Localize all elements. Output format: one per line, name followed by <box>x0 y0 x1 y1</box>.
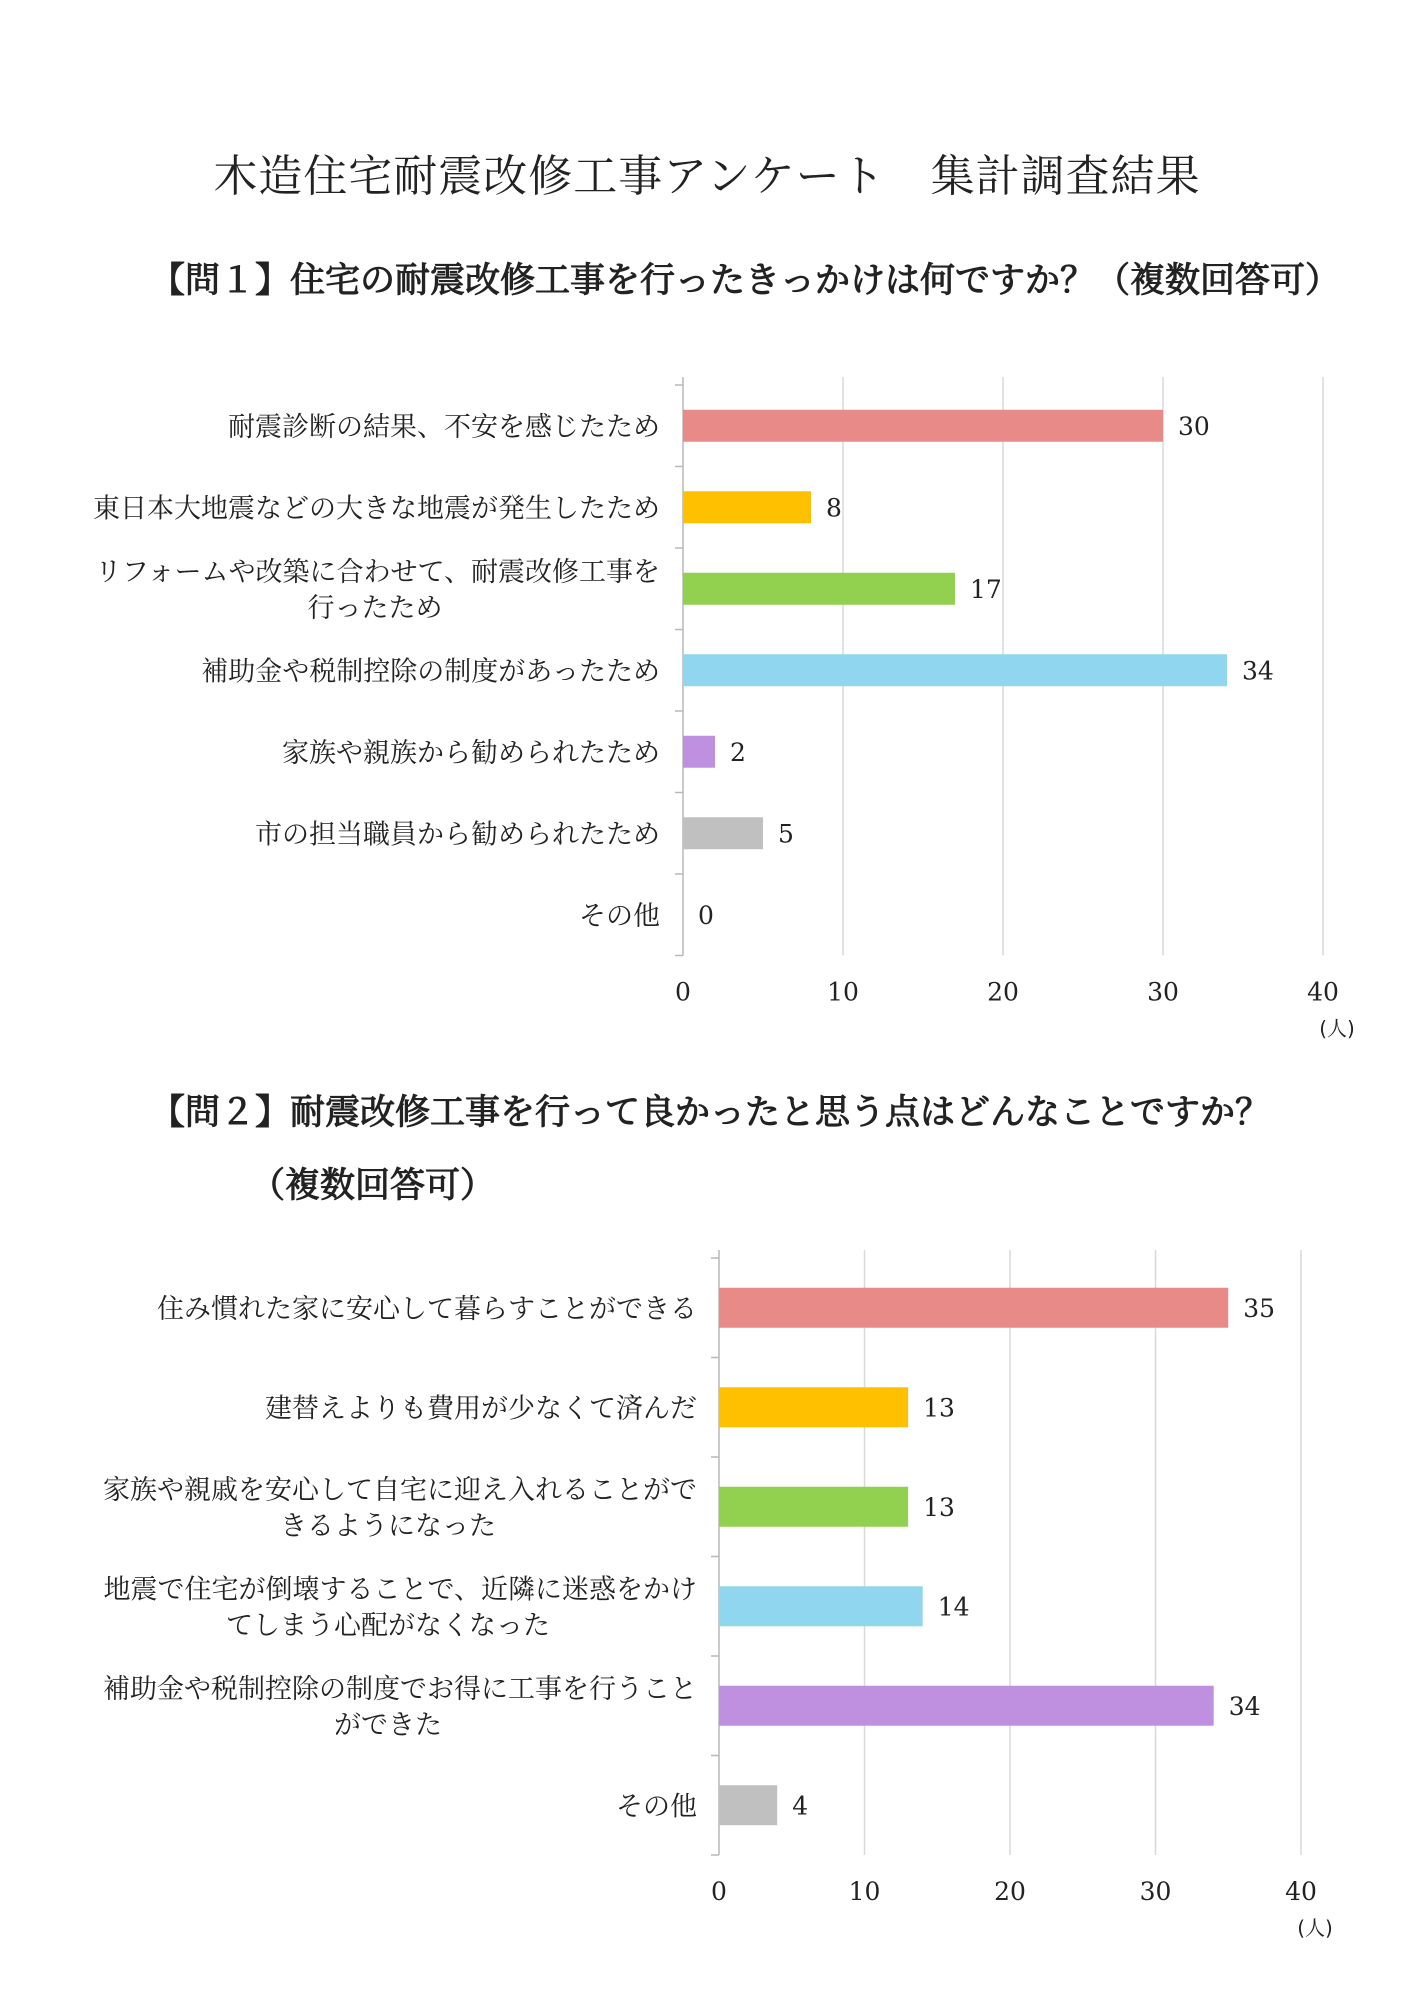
bar <box>683 573 955 605</box>
category-label: 補助金や税制控除の制度があったため <box>201 656 660 688</box>
value-label: 30 <box>1178 411 1210 441</box>
value-label: 4 <box>792 1791 809 1821</box>
question-2-heading: 【問２】耐震改修工事を行って良かったと思う点はどんなことですか？ <box>150 1093 1271 1133</box>
x-tick-label: 20 <box>987 977 1019 1007</box>
x-tick-label: 0 <box>675 977 691 1007</box>
category-label: 耐震診断の結果、不安を感じたため <box>228 411 660 443</box>
question-1-heading: 【問１】住宅の耐震改修工事を行ったきっかけは何ですか？（複数回答可） <box>150 261 1341 301</box>
category-label: その他 <box>616 1791 697 1823</box>
x-tick-label: 30 <box>1139 1877 1172 1906</box>
value-label: 5 <box>778 819 794 849</box>
category-label: 家族や親戚を安心して自宅に迎え入れることがで <box>103 1474 697 1506</box>
category-label: 行ったため <box>307 592 443 624</box>
category-label: 市の担当職員から勧められたため <box>255 819 660 851</box>
value-label: 13 <box>923 1393 955 1423</box>
category-label: その他 <box>579 900 660 932</box>
bar <box>719 1487 908 1527</box>
value-label: 34 <box>1228 1691 1261 1721</box>
value-label: 13 <box>923 1492 955 1522</box>
question-1-bar-chart <box>0 360 1414 1060</box>
x-tick-label: 10 <box>848 1877 881 1906</box>
x-tick-label: 40 <box>1285 1877 1317 1906</box>
bar <box>719 1785 777 1825</box>
category-label: 東日本大地震などの大きな地震が発生したため <box>93 493 660 525</box>
value-label: 0 <box>698 900 714 930</box>
category-label: ができた <box>334 1709 442 1741</box>
category-label: 地震で住宅が倒壊することで、近隣に迷惑をかけ <box>103 1574 697 1606</box>
value-label: 8 <box>826 493 842 523</box>
bar <box>719 1586 923 1626</box>
value-label: 2 <box>730 737 746 767</box>
category-label: 家族や親族から勧められたため <box>282 737 660 769</box>
value-label: 35 <box>1243 1293 1276 1323</box>
category-label: 補助金や税制控除の制度でお得に工事を行うこと <box>103 1673 697 1705</box>
bar <box>683 736 715 768</box>
bar <box>683 491 811 523</box>
value-label: 14 <box>937 1592 970 1622</box>
value-label: 34 <box>1242 656 1274 686</box>
bar <box>683 410 1163 442</box>
category-label: てしまう心配がなくなった <box>226 1610 550 1642</box>
category-label: リフォームや改築に合わせて、耐震改修工事を <box>94 556 660 588</box>
bar <box>683 654 1227 686</box>
page-title: 木造住宅耐震改修工事アンケート 集計調査結果 <box>213 151 1201 202</box>
x-tick-label: 30 <box>1147 977 1179 1007</box>
bar <box>719 1288 1228 1328</box>
x-tick-label: 40 <box>1307 977 1339 1007</box>
category-label: 建替えよりも費用が少なくて済んだ <box>265 1393 697 1425</box>
question-2-heading-note: （複数回答可） <box>250 1166 496 1206</box>
x-tick-label: 20 <box>994 1877 1026 1906</box>
bar <box>683 817 763 849</box>
x-axis-unit: (人) <box>1297 1916 1333 1940</box>
bar <box>719 1387 908 1427</box>
category-label: 住み慣れた家に安心して暮らすことができる <box>157 1293 697 1325</box>
value-label: 17 <box>970 574 1002 604</box>
question-2-bar-chart <box>0 1240 1414 1940</box>
bar <box>719 1686 1214 1726</box>
x-tick-label: 10 <box>827 977 859 1007</box>
x-axis-unit: (人) <box>1319 1016 1355 1041</box>
x-tick-label: 0 <box>711 1877 727 1906</box>
category-label: きるようになった <box>280 1510 496 1542</box>
